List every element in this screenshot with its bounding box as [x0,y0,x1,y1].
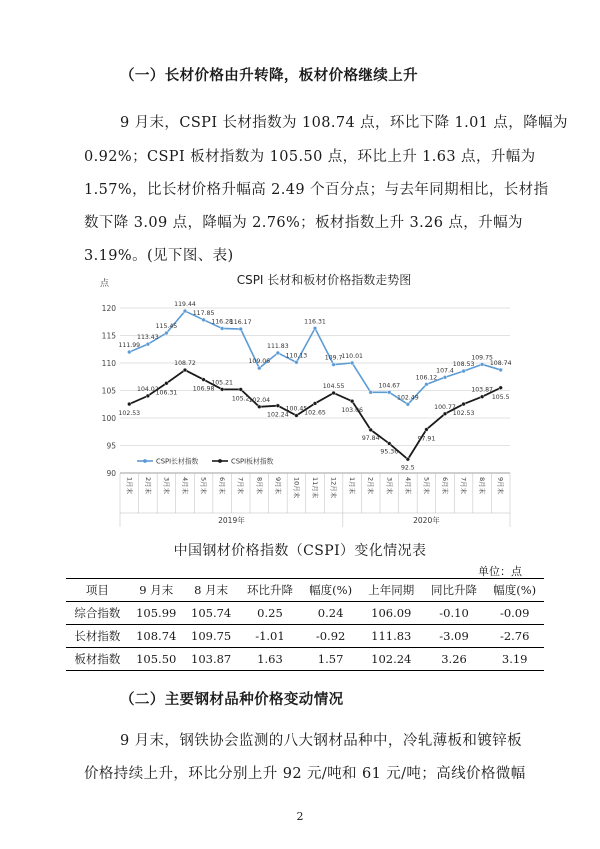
data-point [406,402,410,406]
data-label: 102.04 [248,396,271,404]
table-cell: -1.01 [239,625,302,648]
legend-marker [143,459,147,463]
data-label: 104.55 [322,382,345,390]
x-tick-label: 8月末 [478,477,487,495]
data-label: 110.01 [341,352,363,360]
section2-line-2: 价格持续上升，环比分别上升 92 元/吨和 61 元/吨；高线价格微幅 [84,766,526,782]
data-label: 107.4 [436,367,454,375]
x-tick-label: 2月末 [366,477,375,495]
table-row [66,602,544,625]
data-label: 97.91 [417,435,436,443]
data-point [462,402,466,406]
y-tick-label: 110 [101,359,116,368]
data-label: 104.67 [378,382,401,390]
col-header: 上年同期 [360,579,423,602]
table-row [66,648,544,671]
data-label: 95.36 [380,448,399,456]
data-point [387,442,391,446]
x-tick-label: 4月末 [181,477,189,495]
data-label: 103.87 [471,386,493,394]
data-label: 102.24 [267,411,289,419]
chart-ylabel: 点 [100,279,110,289]
x-tick-label: 6月末 [218,477,227,495]
data-point [332,391,336,395]
data-point [369,390,373,394]
data-label: 102.49 [397,394,419,402]
table-cell: 板材指数 [66,648,129,671]
table-cell: 1.57 [301,648,360,671]
data-label: 102.53 [452,410,475,418]
x-tick-label: 8月末 [255,477,264,495]
data-point [369,428,373,432]
col-header: 同比升降 [423,579,486,602]
data-point [462,369,466,373]
data-point [443,412,447,416]
table-cell: -0.10 [423,602,486,625]
data-point [146,394,150,398]
x-tick-label: 3月末 [162,477,171,495]
x-tick-label: 7月末 [236,477,245,495]
table-cell: 0.24 [301,602,360,625]
data-label: 111.99 [118,342,141,350]
data-label: 108.74 [489,359,512,367]
year-label: 2020年 [413,516,440,525]
table-cell: 103.87 [184,648,239,671]
data-point [295,360,299,364]
data-point [425,382,429,386]
data-label: 102.53 [118,410,141,418]
table-cell: 108.74 [129,625,184,648]
data-point [313,326,317,330]
data-point [350,361,354,365]
col-header: 环比升降 [239,579,302,602]
data-point [183,309,187,313]
y-tick-label: 100 [101,414,116,423]
table-cell: 109.75 [184,625,239,648]
table-cell: 105.99 [129,602,184,625]
section1-heading: （一）长材价格由升转降，板材价格继续上升 [120,67,418,84]
data-point [146,342,150,346]
table-cell: 105.50 [129,648,184,671]
data-point [127,402,131,406]
data-point [406,457,410,461]
col-header: 8 月末 [184,579,239,602]
table-cell: 106.09 [360,602,423,625]
x-tick-label: 5月末 [422,477,431,495]
data-point [202,378,206,382]
data-label: 110.13 [285,352,308,360]
legend-label: CSPI长材指数 [156,457,199,466]
data-point [295,414,299,418]
table-cell: 102.24 [360,648,423,671]
data-point [499,368,503,372]
data-point [220,387,224,391]
data-label: 108.72 [174,360,196,368]
y-tick-label: 95 [106,441,116,451]
table-cell: 1.63 [239,648,302,671]
data-label: 116.28 [211,318,233,326]
col-header: 幅度(%) [301,579,360,602]
section1-line-5: 3.19%。(见下图、表) [84,248,234,264]
data-point [443,375,447,379]
data-label: 117.85 [192,309,215,317]
data-label: 92.5 [400,464,415,472]
data-label: 111.83 [267,342,289,350]
x-tick-label: 5月末 [199,477,208,495]
table-cell: -0.92 [301,625,360,648]
col-header: 项目 [66,579,129,602]
y-tick-label: 115 [101,331,116,341]
table-cell: 105.74 [184,602,239,625]
data-point [276,351,280,355]
data-label: 105.21 [211,379,233,387]
cspi-table [66,578,544,671]
data-label: 109.75 [471,354,493,362]
data-label: 115.45 [155,323,178,331]
x-tick-label: 3月末 [385,477,394,495]
data-label: 105.5 [491,393,510,401]
table-title: 中国钢材价格指数（CSPI）变化情况表 [173,543,427,559]
x-tick-label: 4月末 [403,477,412,495]
x-tick-label: 7月末 [459,477,468,495]
data-label: 109.7 [324,354,343,362]
col-header: 9 月末 [129,579,184,602]
data-label: 97.84 [361,434,380,442]
x-tick-label: 1月末 [125,477,134,495]
table-cell: 3.26 [423,648,486,671]
data-label: 103.06 [341,407,363,415]
table-header-row [66,579,544,602]
data-label: 106.31 [155,389,178,397]
data-label: 116.31 [304,318,326,326]
year-label: 2019年 [218,516,245,525]
x-tick-label: 9月末 [496,477,505,495]
data-point [332,363,336,367]
data-point [239,327,243,331]
data-label: 113.43 [137,334,159,342]
data-point [202,318,206,322]
table-row [66,625,544,648]
x-tick-label: 12月末 [329,477,338,499]
data-label: 106.12 [415,374,438,382]
section1-line-3: 1.57%，比长材价格升幅高 2.49 个百分点；与去年同期相比，长材指 [84,182,549,198]
x-tick-label: 1月末 [348,477,357,495]
x-tick-label: 6月末 [441,477,449,495]
cspi-trend-chart [92,268,522,526]
data-label: 100.45 [285,405,308,413]
data-point [350,399,354,403]
data-point [165,331,169,335]
section1-line-2: 0.92%；CSPI 板材指数为 105.50 点，环比上升 1.63 点，升幅为 [84,149,536,165]
data-point [425,428,429,432]
legend-label: CSPI板材指数 [231,457,274,466]
data-label: 100.77 [434,403,456,411]
section1-line-4: 数下降 3.09 点，降幅为 2.76%；板材指数上升 3.26 点，升幅为 [84,215,523,231]
section2-line-1: 9 月末，钢铁协会监测的八大钢材品种中，冷轧薄板和镀锌板 [120,733,523,749]
table-cell: 111.83 [360,625,423,648]
data-point [183,368,187,372]
data-label: 105.2 [231,395,250,403]
data-point [257,405,261,409]
x-tick-label: 2月末 [143,477,152,495]
y-tick-label: 120 [101,304,116,313]
data-point [480,395,484,399]
data-point [313,402,317,406]
x-tick-label: 10月末 [292,477,301,499]
chart-title: CSPI 长材和板材价格指数走势图 [236,273,412,287]
data-point [276,404,280,408]
y-tick-label: 105 [101,386,116,396]
data-label: 119.44 [174,301,196,309]
table-cell: 0.25 [239,602,302,625]
col-header: 幅度(%) [485,579,544,602]
data-label: 104.02 [137,385,159,393]
section2-heading: （二）主要钢材品种价格变动情况 [120,691,344,708]
table-cell: -0.09 [485,602,544,625]
table-cell: 3.19 [485,648,544,671]
section1-line-1: 9 月末，CSPI 长材指数为 108.74 点，环比下降 1.01 点，降幅为 [120,115,568,131]
table-unit: 单位：点 [478,565,522,578]
data-point [239,388,243,392]
x-tick-label: 9月末 [273,477,282,495]
data-point [257,366,261,370]
data-label: 106.98 [192,385,215,393]
table-cell: 长材指数 [66,625,129,648]
table-cell: 综合指数 [66,602,129,625]
table-cell: -3.09 [423,625,486,648]
data-point [499,386,503,390]
data-point [220,327,224,331]
data-label: 116.17 [229,319,252,327]
data-label: 102.65 [304,409,326,417]
data-point [127,350,131,354]
data-label: 108.53 [452,361,475,369]
data-point [387,390,391,394]
data-label: 109.06 [248,358,271,366]
page-number: 2 [296,810,304,823]
y-tick-label: 90 [106,469,116,478]
legend-marker [218,459,222,463]
x-tick-label: 11月末 [311,477,319,499]
data-point [480,362,484,366]
table-cell: -2.76 [485,625,544,648]
data-point [165,381,169,385]
